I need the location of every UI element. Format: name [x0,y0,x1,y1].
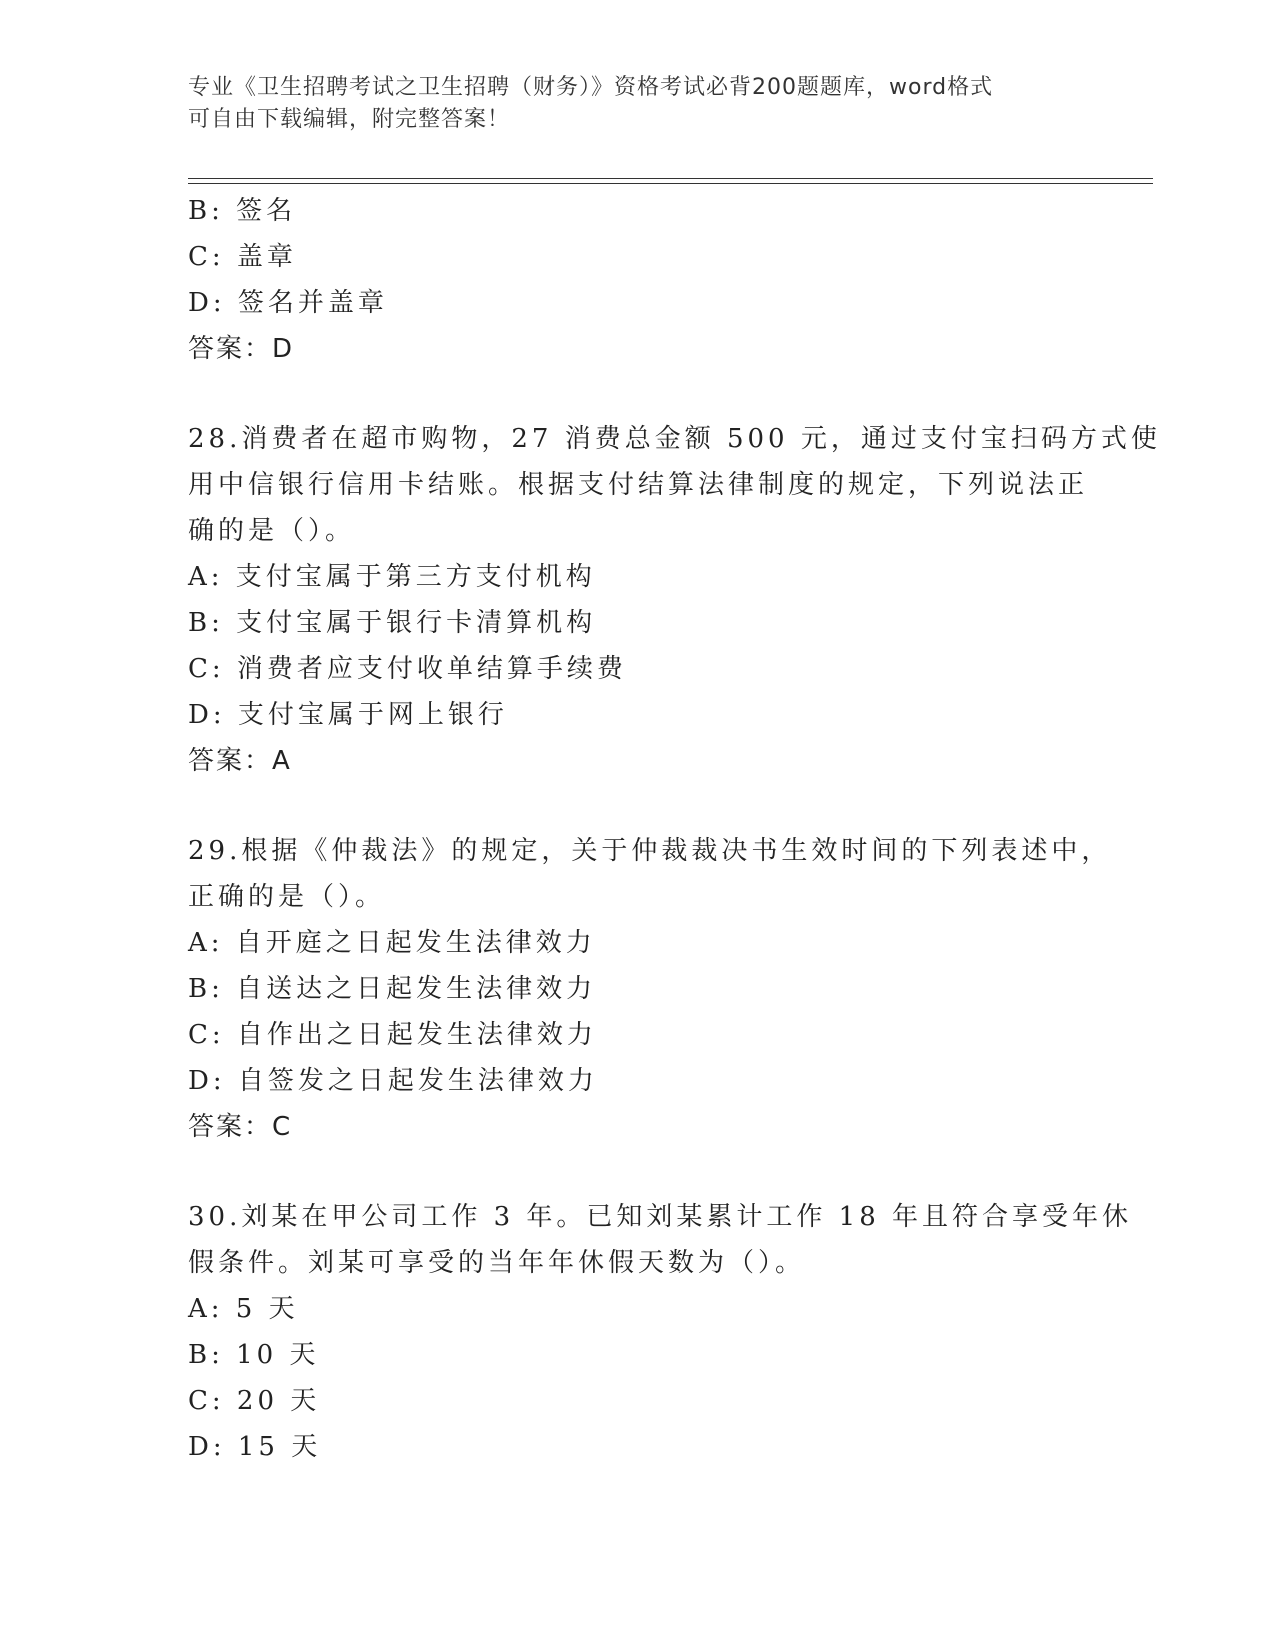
question-stem-line: 正确的是（）。 [188,882,386,912]
option-c: C: 20 天 [188,1386,321,1416]
question-stem-line: 30.刘某在甲公司工作 3 年。已知刘某累计工作 18 年且符合享受年休 [188,1202,1133,1232]
question-stem-line: 假条件。刘某可享受的当年年休假天数为（）。 [188,1248,806,1278]
option-b: B: 10 天 [188,1340,320,1370]
option-d: D: 签名并盖章 [188,288,388,318]
option-d: D: 自签发之日起发生法律效力 [188,1066,598,1096]
question-28 [188,416,1161,784]
header-line-1: 专业《卫生招聘考试之卫生招聘（财务）》资格考试必背200题题库，word格式 [188,75,994,100]
option-d: D: 15 天 [188,1432,322,1462]
option-a: A: 自开庭之日起发生法律效力 [188,928,596,958]
question-stem-line: 29.根据《仲裁法》的规定，关于仲裁裁决书生效时间的下列表述中， [188,836,1112,866]
question-29 [188,828,1112,1150]
document-header [188,72,1068,136]
option-c: C: 消费者应支付收单结算手续费 [188,654,627,684]
question-stem-line: 确的是（）。 [188,516,356,546]
header-divider-bottom [188,183,1153,184]
answer-label: 答案：A [188,746,292,776]
header-divider-top [188,178,1153,179]
option-b: B: 签名 [188,196,297,226]
option-d: D: 支付宝属于网上银行 [188,700,508,730]
option-c: C: 盖章 [188,242,297,272]
header-line-2: 可自由下载编辑，附完整答案！ [188,107,511,132]
answer-label: 答案：C [188,1112,293,1142]
question-stem-line: 用中信银行信用卡结账。根据支付结算法律制度的规定，下列说法正 [188,470,1089,500]
question-list [188,188,1161,1470]
answer-label: 答案：D [188,334,295,364]
option-b: B: 支付宝属于银行卡清算机构 [188,608,597,638]
option-c: C: 自作出之日起发生法律效力 [188,1020,597,1050]
option-a: A: 支付宝属于第三方支付机构 [188,562,596,592]
option-a: A: 5 天 [188,1294,299,1324]
question-27-tail [188,188,1088,372]
question-stem-line: 28.消费者在超市购物，27 消费总金额 500 元，通过支付宝扫码方式使 [188,424,1161,454]
question-30 [188,1194,1133,1470]
option-b: B: 自送达之日起发生法律效力 [188,974,597,1004]
